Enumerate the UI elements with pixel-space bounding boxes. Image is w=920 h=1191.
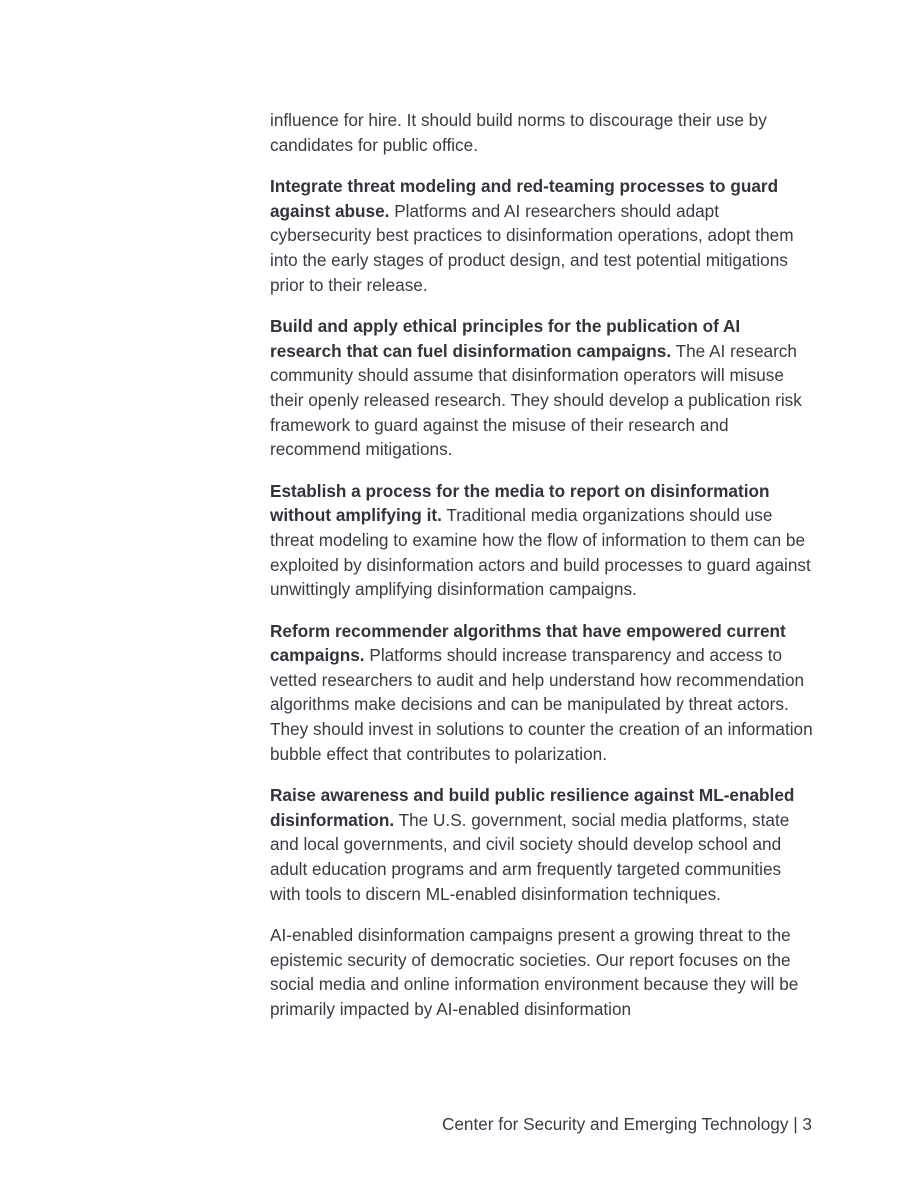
document-body — [270, 108, 815, 1039]
page-footer: Center for Security and Emerging Technology | 3 — [441, 1114, 812, 1134]
recommendation-heading: Build and apply ethical principles for the publication of AI research that can fuel disinformation campaigns. — [270, 316, 741, 361]
recommendation-text: Platforms should increase transparency and access to vetted researchers to audit and help understand how recommendation algorithms make decisions and can be manipulated by threat actors. They should invest in solutions to counter the creation of an information bubble effect that contributes to polarization. — [270, 645, 813, 764]
recommendation-text: The AI research community should assume that disinformation operators will misuse their openly released research. They should develop a publication risk framework to guard against the misuse of their research and recommend mitigations. — [270, 340, 802, 460]
recommendation-media-reporting — [270, 479, 815, 602]
paragraph-conclusion — [270, 923, 815, 1021]
recommendation-heading: Raise awareness and build public resilience against ML-enabled disinformation. — [270, 785, 795, 830]
recommendation-text: Traditional media organizations should use threat modeling to examine how the flow of information to them can be exploited by disinformation actors and build processes to guard against unwittingly amplifying disinformation campaigns. — [270, 505, 811, 600]
recommendation-text: Platforms and AI researchers should adapt cybersecurity best practices to disinformation operations, adopt them into the early stages of product design, and test potential mitigations prior to their release. — [270, 200, 794, 295]
recommendation-public-resilience — [270, 783, 815, 906]
paragraph-text: influence for hire. It should build norms to discourage their use by candidates for public office. — [270, 110, 767, 155]
recommendation-heading: Establish a process for the media to report on disinformation without amplifying it. — [270, 480, 770, 526]
recommendation-recommender-algorithms — [270, 619, 815, 767]
paragraph-text: AI-enabled disinformation campaigns present a growing threat to the epistemic security of democratic societies. Our report focuses on the social media and online information environment because they will be primarily impacted by AI-enabled disinformation — [270, 925, 799, 1019]
recommendation-heading: Reform recommender algorithms that have empowered current campaigns. — [270, 620, 786, 666]
recommendation-text: The U.S. government, social media platforms, state and local governments, and civil society should develop school and adult education programs and arm frequently targeted communities with tools to discern ML-enabled disinformation techniques. — [270, 809, 790, 904]
recommendation-threat-modeling — [270, 174, 815, 297]
recommendation-heading: Integrate threat modeling and red-teaming processes to guard against abuse. — [270, 176, 779, 221]
recommendation-ethical-principles — [270, 314, 815, 462]
paragraph-continuation — [270, 108, 815, 157]
